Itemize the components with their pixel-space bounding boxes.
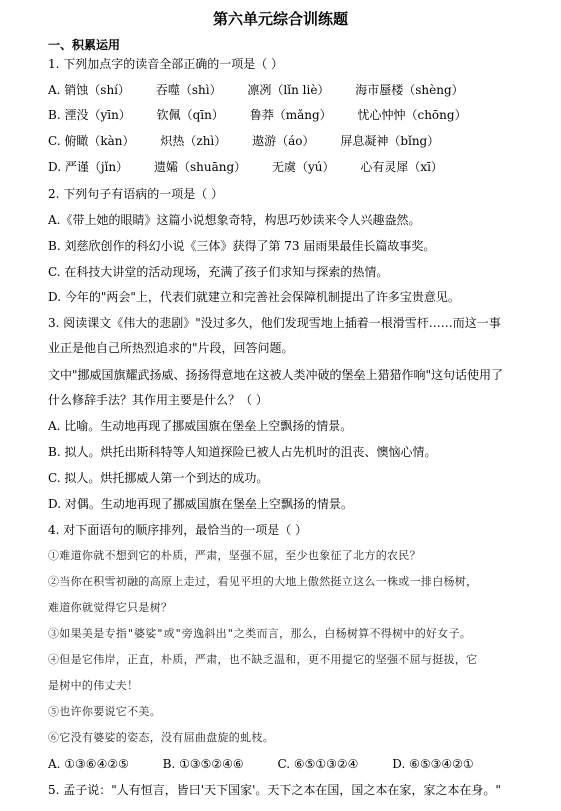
q4-option: B. ①③⑤②④⑥ bbox=[162, 757, 244, 771]
question-1-option-d bbox=[48, 159, 537, 175]
question-2-stem: 2. 下列句子有语病的一项是（ ） bbox=[48, 187, 224, 201]
question-1-option-b bbox=[48, 107, 537, 123]
q1-a-item: 吞噬（shì） bbox=[155, 83, 222, 97]
q4-option: C. ⑥⑤①③②④ bbox=[277, 757, 359, 771]
q1-a-item: 海市蜃楼（shèng） bbox=[355, 83, 464, 97]
q1-d-item: D. 严谨（jǐn） bbox=[48, 160, 129, 174]
q1-d-item: 遗孀（shuāng） bbox=[153, 160, 247, 174]
page-title: 第六单元综合训练题 bbox=[212, 10, 348, 28]
q1-b-item: B. 湮没（yīn） bbox=[48, 108, 131, 122]
question-4-stem: 4. 对下面语句的顺序排列，最恰当的一项是（ ） bbox=[48, 523, 308, 537]
question-4-sentence: 难道你就觉得它只是树？ bbox=[48, 601, 173, 614]
question-2-option-c: C. 在科技大讲堂的活动现场，充满了孩子们求知与探索的热情。 bbox=[48, 265, 389, 279]
question-1-stem: 1. 下列加点字的读音全部正确的一项是（ ） bbox=[48, 57, 284, 71]
q1-d-item: 心有灵犀（xī） bbox=[360, 160, 443, 174]
q1-d-item: 无虞（yú） bbox=[271, 160, 335, 174]
question-4-sentence: ①难道你就不想到它的朴质，严肃，坚强不屈，至少也象征了北方的农民？ bbox=[48, 549, 421, 562]
question-3-option-a: A. 比喻。生动地再现了挪威国旗在堡垒上空飘扬的情景。 bbox=[48, 419, 353, 433]
q1-c-item: 遨游（áo） bbox=[252, 134, 315, 148]
q1-b-item: 鲁莽（mǎng） bbox=[249, 108, 332, 122]
question-4-sentence: ④但是它伟岸，正直，朴质，严肃，也不缺乏温和，更不用提它的坚强不屈与挺拔，它 bbox=[48, 653, 478, 666]
question-4-sentence: ③如果美是专指"婆娑"或"旁逸斜出"之类而言，那么，白杨树算不得树中的好女子。 bbox=[48, 627, 472, 640]
question-1-option-c bbox=[48, 133, 537, 149]
question-1-option-a bbox=[48, 82, 537, 98]
question-4-sentence: ⑥它没有婆娑的姿态，没有屈曲盘旋的虬枝。 bbox=[48, 731, 274, 744]
q4-option: D. ⑥⑤③④②① bbox=[392, 757, 474, 771]
q1-a-item: A. 销蚀（shí） bbox=[48, 83, 131, 97]
question-5-stem: 5. 孟子说："人有恒言，皆曰'天下国家'。天下之本在国，国之本在家，家之本在身。" bbox=[48, 783, 501, 797]
question-4-options bbox=[48, 756, 537, 772]
question-3-stem: 文中"挪威国旗耀武扬威、扬扬得意地在这被人类冲破的堡垒上猎猎作响"这句话使用了 bbox=[48, 368, 504, 382]
q1-c-item: 屏息凝神（bǐng） bbox=[340, 134, 440, 148]
question-2-option-d: D. 今年的"两会"上，代表们就建立和完善社会保障机制提出了许多宝贵意见。 bbox=[48, 290, 460, 304]
q1-c-item: C. 俯瞰（kàn） bbox=[48, 134, 135, 148]
question-2-option-b: B. 刘慈欣创作的科幻小说《三体》获得了第 73 届雨果最佳长篇故事奖。 bbox=[48, 239, 436, 253]
question-3-stem: 业正是他自己所热烈追求的"片段，回答问题。 bbox=[48, 341, 294, 355]
question-3-option-c: C. 拟人。烘托挪威人第一个到达的成功。 bbox=[48, 471, 269, 485]
q1-b-item: 钦佩（qīn） bbox=[156, 108, 224, 122]
question-4-sentence: ⑤也许你要说它不美。 bbox=[48, 705, 161, 718]
question-3-option-b: B. 拟人。烘托出斯科特等人知道探险已被人占先机时的沮丧、懊恼心情。 bbox=[48, 445, 437, 459]
q1-c-item: 炽热（zhì） bbox=[160, 134, 227, 148]
question-4-sentence: 是树中的伟丈夫！ bbox=[48, 679, 139, 692]
question-4-sentence: ②当你在积雪初融的高原上走过，看见平坦的大地上傲然挺立这么一株或一排白杨树， bbox=[48, 575, 478, 588]
question-3-option-d: D. 对偶。生动地再现了挪威国旗在堡垒上空飘扬的情景。 bbox=[48, 497, 353, 511]
section-heading: 一、积累运用 bbox=[48, 38, 121, 52]
q1-b-item: 忧心忡忡（chōng） bbox=[357, 108, 467, 122]
q4-option: A. ①③⑥④②⑤ bbox=[48, 757, 129, 771]
question-3-stem: 什么修辞手法？其作用主要是什么？（ ） bbox=[48, 393, 268, 407]
question-3-stem: 3. 阅读课文《伟大的悲剧》"没过多久，他们发现雪地上插着一根滑雪杆……而这一事 bbox=[48, 316, 501, 330]
question-2-option-a: A.《带上她的眼睛》这篇小说想象奇特，构思巧妙读来令人兴趣盎然。 bbox=[48, 213, 421, 227]
q1-a-item: 凛冽（lǐn liè） bbox=[247, 83, 330, 97]
